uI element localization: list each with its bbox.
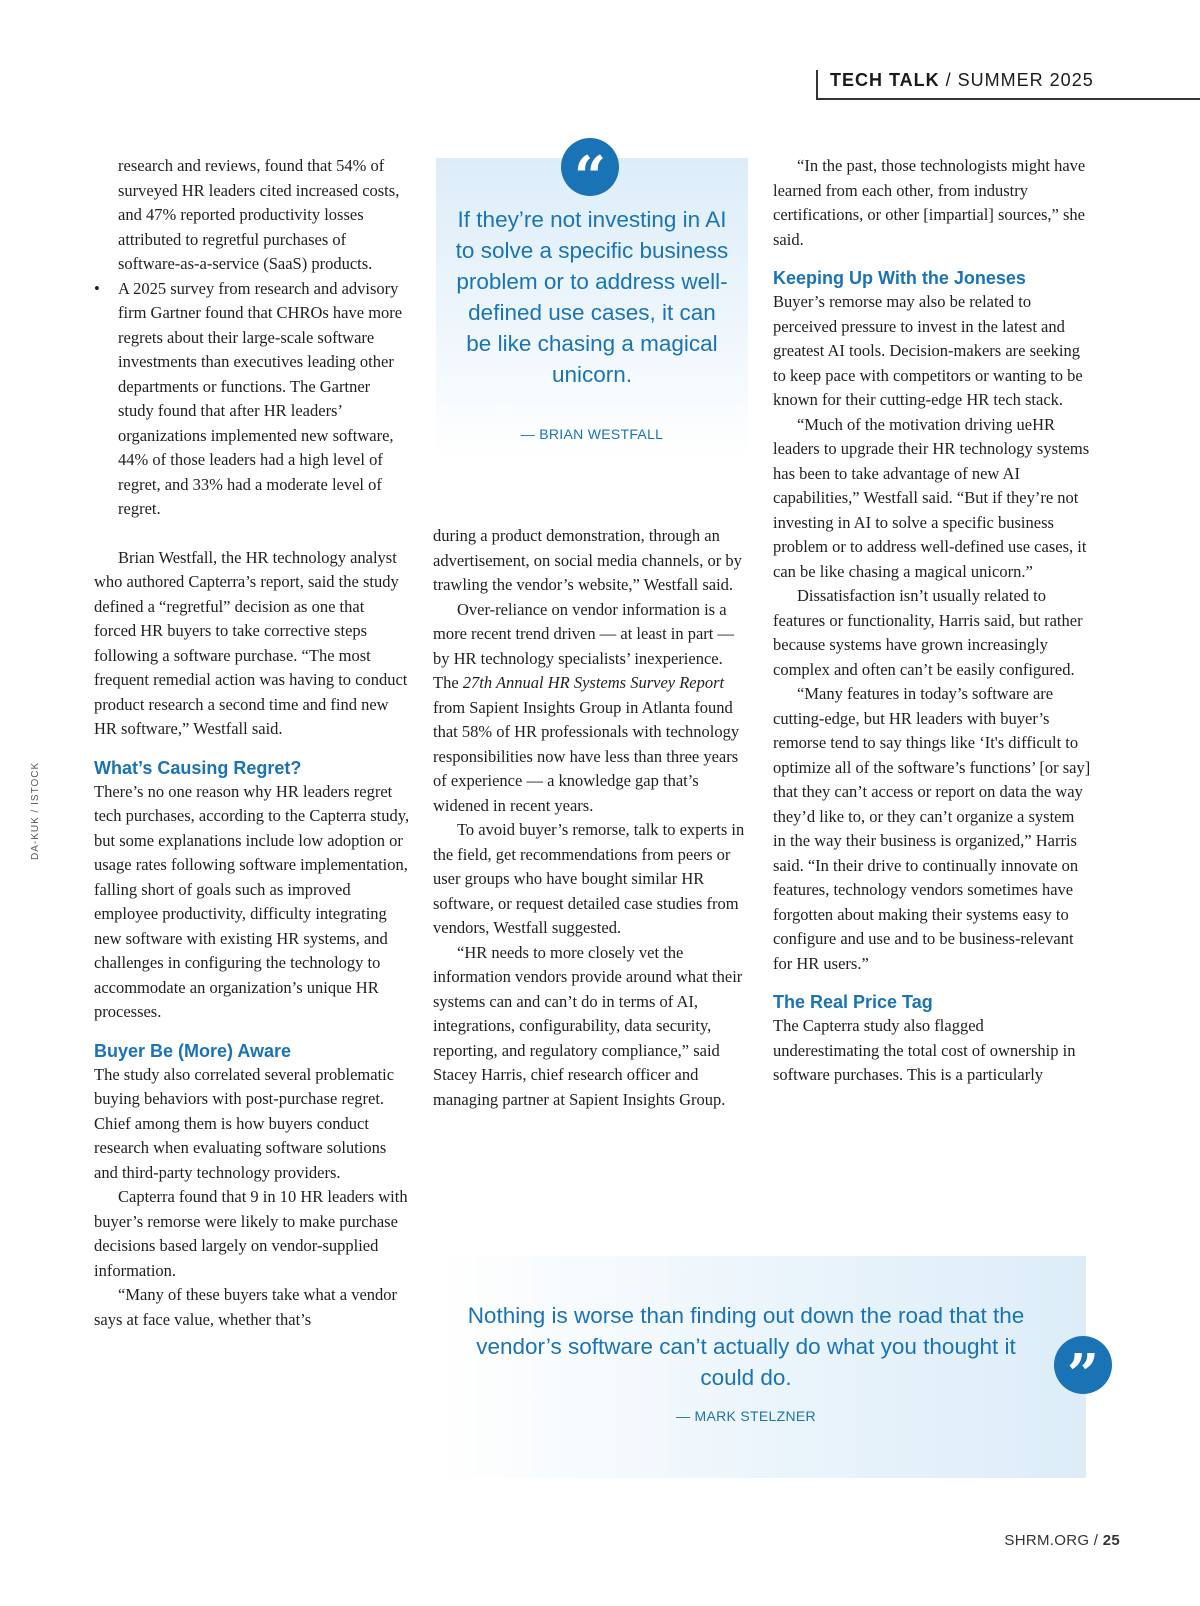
- page-footer: [980, 1532, 1120, 1554]
- paragraph: Dissatisfaction isn’t usually related to features or functionality, Harris said, but rather because systems have grown increasingly complex and often can’t be easily configured.: [773, 586, 1083, 679]
- paragraph: “Many features in today’s software are cutting-edge, but HR leaders with buyer’s remorse tend to say things like ‘It's difficult to optimize all of the software’s functions’ [or say] that they can’t access or report on data the way they’d like to, or they can’t organize a system in the way their business is organized,” Harris said. “In their drive to continually innovate on features, technology vendors sometimes have forgotten about making their systems easy to configure and use and to be business-relevant for HR users.”: [773, 684, 1091, 973]
- bullet-list: [94, 154, 410, 522]
- page-number: 25: [1102, 1532, 1120, 1549]
- issue-date: SUMMER 2025: [957, 70, 1094, 90]
- paragraph: “HR needs to more closely vet the information vendors provide around what their systems can and can’t do in terms of AI, integrations, configurability, data security, reporting, and regulatory compliance,” said Stacey Harris, chief research officer and managing partner at Sapient Insights Group.: [433, 942, 743, 1109]
- column-3: [773, 154, 1091, 1088]
- paragraph-text: Over-reliance on vendor information is a more recent trend driven — at least in part — by HR technology specialists’ inexperience. The: [433, 599, 735, 692]
- paragraph: There’s no one reason why HR leaders regret tech purchases, according to the Capterra study, but some explanations include low adoption or usage rates following software implementation, falling short of goals such as improved employee productivity, difficulty integrating new software with existing HR systems, and challenges in configuring the technology to accommodate an organization’s unique HR processes.: [94, 781, 410, 1021]
- header-separator: /: [939, 70, 958, 90]
- paragraph: “Much of the motivation driving ueHR leaders to upgrade their HR technology systems has been to take advantage of new AI capabilities,” Westfall said. “But if they’re not investing in AI to solve a specific business problem or to address well-defined use cases, it can be like chasing a magical unicorn.”: [773, 414, 1090, 581]
- paragraph: The Capterra study also flagged underestimating the total cost of ownership in software purchases. This is a particularly: [773, 1016, 1076, 1084]
- pull-quote-attribution: — MARK STELZNER: [676, 1408, 816, 1424]
- paragraph: To avoid buyer’s remorse, talk to experts in the field, get recommendations from peers or user groups who have bought similar HR software, or request detailed case studies from vendors, Westfall suggested.: [433, 820, 745, 937]
- running-header: [816, 70, 1200, 100]
- pull-quote-text: If they’re not investing in AI to solve a specific business problem or to address well-defined use cases, it can be like chasing a magical unicorn.: [455, 207, 729, 387]
- bullet-item-continued: [94, 154, 410, 277]
- paragraph: “Many of these buyers take what a vendor says at face value, whether that’s: [94, 1285, 398, 1329]
- paragraph: Buyer’s remorse may also be related to perceived pressure to invest in the latest and greatest AI tools. Decision-makers are seeking to keep pace with competitors or wanting to be known for their cutting-edge HR tech stack.: [773, 292, 1083, 409]
- subheading-buyer-aware: Buyer Be (More) Aware: [94, 1040, 292, 1061]
- subheading-joneses: Keeping Up With the Joneses: [773, 268, 1026, 288]
- paragraph: Brian Westfall, the HR technology analyst who authored Capterra’s report, said the study defined a “regretful” decision as one that forced HR buyers to take corrective steps following a software purchase. “The most frequent remedial action was having to conduct product research a second time and find new HR software,” Westfall said.: [94, 547, 408, 738]
- paragraph: The study also correlated several problematic buying behaviors with post-purchase regret. Chief among them is how buyers conduct research when evaluating software solutions and third-party technology providers.: [94, 1064, 395, 1182]
- paragraph-text: from Sapient Insights Group in Atlanta found that 58% of HR professionals with technology responsibilities now have less than three years of experience — a knowledge gap that’s widened in recent years.: [433, 697, 740, 815]
- section-name: TECH TALK: [830, 70, 940, 90]
- paragraph: [433, 598, 751, 819]
- paragraph: Capterra found that 9 in 10 HR leaders with buyer’s remorse were likely to make purchase decisions based largely on vendor-supplied information.: [94, 1187, 408, 1280]
- pull-quote-stelzner: [436, 1256, 1100, 1478]
- photo-credit: DA-KUK / ISTOCK: [30, 761, 41, 860]
- pull-quote-attribution: — BRIAN WESTFALL: [520, 426, 664, 442]
- column-1: [94, 154, 410, 1332]
- bullet-text: research and reviews, found that 54% of surveyed HR leaders cited increased costs, and 47% reported productivity losses attributed to regretful purchases of software-as-a-service (SaaS) products.: [118, 156, 400, 273]
- pull-quote-westfall: [436, 144, 748, 458]
- bullet-item: [94, 277, 410, 522]
- close-quote-icon: ”: [1054, 1336, 1112, 1394]
- subheading-causing-regret: What’s Causing Regret?: [94, 757, 302, 778]
- pull-quote-text: Nothing is worse than finding out down the road that the vendor’s software can’t actually do what you thought it could do.: [467, 1303, 1025, 1390]
- report-title: 27th Annual HR Systems Survey Report: [462, 673, 725, 692]
- bullet-marker: •: [94, 278, 100, 298]
- site-name: SHRM.ORG: [1004, 1532, 1090, 1549]
- open-quote-icon: “: [561, 138, 619, 196]
- paragraph: “In the past, those technologists might have learned from each other, from industry certifications, or other [impartial] sources,” she said.: [773, 156, 1086, 249]
- subheading-price-tag: The Real Price Tag: [773, 992, 933, 1012]
- bullet-text: A 2025 survey from research and advisory firm Gartner found that CHROs have more regrets about their large-scale software investments than executives leading other departments or functions. The Gartner study found that after HR leaders’ organizations implemented new software, 44% of those leaders had a high level of regret, and 33% had a moderate level of regret.: [118, 278, 403, 518]
- paragraph: during a product demonstration, through an advertisement, on social media channels, or by trawling the vendor’s website,” Westfall said.: [433, 526, 742, 594]
- column-2: [433, 524, 751, 1112]
- footer-separator: /: [1089, 1532, 1103, 1549]
